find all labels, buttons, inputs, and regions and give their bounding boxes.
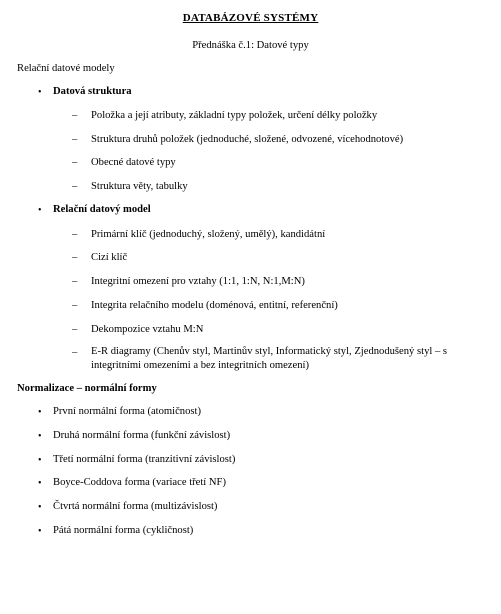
list-item: Dekompozice vztahu M:N (91, 324, 204, 335)
list-item: Integrita relačního modelu (doménová, entitní, referenční) (91, 300, 338, 311)
dash-icon: – (72, 110, 78, 121)
dash-icon: – (72, 252, 78, 263)
intro-line: Relační datové modely (17, 63, 115, 74)
dash-icon: – (72, 229, 78, 240)
dash-icon: – (72, 347, 78, 358)
list-item: Pátá normální forma (cykličnost) (53, 525, 194, 536)
bullet-icon: • (38, 526, 42, 537)
bullet-icon: • (38, 431, 42, 442)
bullet-icon: • (38, 478, 42, 489)
list-item: Položka a její atributy, základní typy položek, určení délky položky (91, 110, 378, 121)
section-heading-relacni-datovy-model: Relační datový model (53, 204, 151, 215)
dash-icon: – (72, 276, 78, 287)
dash-icon: – (72, 134, 78, 145)
list-item: Struktura věty, tabulky (91, 181, 188, 192)
list-item: Integritní omezení pro vztahy (1:1, 1:N, N:1,M:N) (91, 276, 305, 287)
list-item: E-R diagramy (Chenův styl, Martinův styl, Informatický styl, Zjednodušený styl – s integritními omezeními a bez integritních omezení) (91, 346, 448, 371)
bullet-icon: • (38, 455, 42, 466)
bullet-icon: • (38, 87, 42, 98)
section-heading-datova-struktura: Datová struktura (53, 86, 132, 97)
list-item: Obecné datové typy (91, 157, 176, 168)
list-item: Třetí normální forma (tranzitivní závislost) (53, 454, 236, 465)
list-item: Boyce-Coddova forma (variace třetí NF) (53, 477, 226, 488)
bullet-icon: • (38, 407, 42, 418)
list-item: První normální forma (atomičnost) (53, 406, 201, 417)
document-subtitle: Přednáška č.1: Datové typy (192, 40, 309, 51)
section-heading-normalizace: Normalizace – normální formy (17, 383, 157, 394)
list-item: Struktura druhů položek (jednoduché, složené, odvozené, vícehodnotové) (91, 134, 404, 145)
bullet-icon: • (38, 205, 42, 216)
bullet-icon: • (38, 502, 42, 513)
list-item: Cizí klíč (91, 252, 128, 263)
document-title: DATABÁZOVÉ SYSTÉMY (182, 12, 319, 24)
list-item: Primární klíč (jednoduchý, složený, umělý), kandidátní (91, 229, 326, 240)
dash-icon: – (72, 157, 78, 168)
dash-icon: – (72, 324, 78, 335)
list-item: Čtvrtá normální forma (multizávislost) (53, 501, 218, 512)
dash-icon: – (72, 300, 78, 311)
dash-icon: – (72, 181, 78, 192)
list-item: Druhá normální forma (funkční závislost) (53, 430, 231, 441)
